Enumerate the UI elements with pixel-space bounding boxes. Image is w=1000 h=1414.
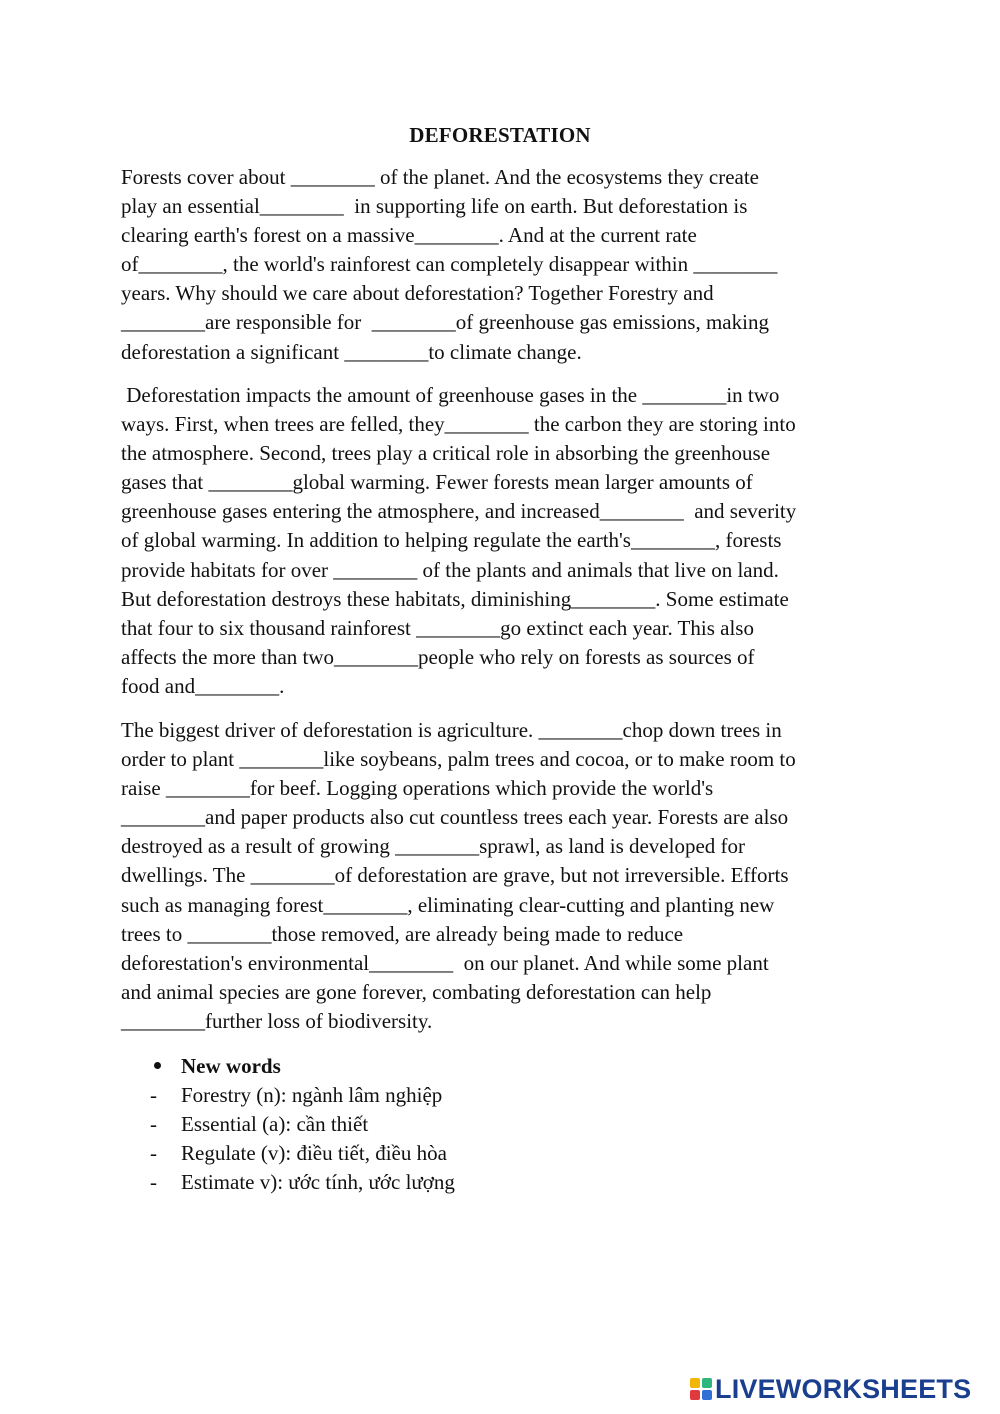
vocabulary-item-text: Essential (a): cần thiết: [181, 1112, 369, 1136]
paragraph-line: deforestation's environmental________ on our planet. And while some plant: [121, 950, 769, 975]
dash-marker: -: [150, 1112, 157, 1136]
paragraph-line: Forests cover about ________ of the planet. And the ecosystems they create: [121, 165, 759, 189]
paragraph-line: the atmosphere. Second, trees play a critical role in absorbing the greenhouse: [121, 441, 771, 466]
vocabulary-item-text: Estimate v): ước tính, ước lượng: [181, 1170, 455, 1194]
vocabulary-heading-row: [150, 1052, 455, 1081]
bullet-dot-icon: [154, 1062, 161, 1069]
dash-marker: -: [150, 1083, 157, 1107]
paragraph-line: greenhouse gases entering the atmosphere, and increased________ and severity: [121, 499, 797, 524]
paragraph-line: ________and paper products also cut countless trees each year. Forests are also: [121, 805, 789, 830]
vocabulary-list: [150, 1052, 455, 1197]
paragraph-line: clearing earth's forest on a massive________. And at the current rate: [121, 223, 697, 248]
paragraph-line: Deforestation impacts the amount of greenhouse gases in the ________in two: [121, 383, 780, 407]
dash-marker: -: [150, 1170, 157, 1194]
paragraph-line: ________further loss of biodiversity.: [121, 1008, 433, 1033]
paragraph-line: destroyed as a result of growing ________sprawl, as land is developed for: [121, 834, 746, 859]
paragraph-line: deforestation a significant ________to climate change.: [121, 339, 582, 364]
vocabulary-item: [150, 1139, 455, 1168]
paragraph-line: such as managing forest________, eliminating clear-cutting and planting new: [121, 892, 775, 917]
paragraph-line: food and________.: [121, 673, 285, 698]
logo-square-red: [690, 1390, 700, 1400]
paragraph-line: affects the more than two________people who rely on forests as sources of: [121, 644, 755, 669]
paragraph-line: The biggest driver of deforestation is agriculture. ________chop down trees in: [121, 718, 782, 742]
paragraph-1: [121, 163, 901, 367]
logo-square-blue: [702, 1390, 712, 1400]
liveworksheets-brand: [690, 1375, 971, 1403]
paragraph-line: of________, the world's rainforest can completely disappear within ________: [121, 252, 778, 277]
paragraph-3: [121, 716, 901, 1036]
paragraph-line: But deforestation destroys these habitats, diminishing________. Some estimate: [121, 586, 789, 611]
vocabulary-heading: New words: [181, 1054, 281, 1078]
page-title: DEFORESTATION: [409, 123, 591, 147]
paragraph-2: [121, 381, 901, 701]
logo-square-green: [702, 1378, 712, 1388]
paragraph-line: that four to six thousand rainforest ________go extinct each year. This also: [121, 615, 754, 640]
paragraph-line: provide habitats for over ________ of the plants and animals that live on land.: [121, 557, 779, 582]
bullet-marker: [150, 1052, 181, 1081]
vocabulary-item-text: Forestry (n): ngành lâm nghiệp: [181, 1083, 443, 1107]
paragraph-line: dwellings. The ________of deforestation are grave, but not irreversible. Efforts: [121, 863, 789, 888]
vocabulary-item: [150, 1110, 455, 1139]
brand-name: LIVEWORKSHEETS: [715, 1374, 972, 1404]
paragraph-line: order to plant ________like soybeans, palm trees and cocoa, or to make room to: [121, 747, 796, 772]
vocabulary-item: [150, 1168, 455, 1197]
logo-square-yellow: [690, 1378, 700, 1388]
paragraph-line: gases that ________global warming. Fewer forests mean larger amounts of: [121, 470, 753, 495]
liveworksheets-logo-icon: [690, 1378, 712, 1400]
paragraph-line: years. Why should we care about deforestation? Together Forestry and: [121, 281, 714, 306]
paragraph-line: raise ________for beef. Logging operations which provide the world's: [121, 776, 714, 801]
vocabulary-item-text: Regulate (v): điều tiết, điều hòa: [181, 1141, 447, 1165]
paragraph-line: of global warming. In addition to helping regulate the earth's________, forests: [121, 528, 782, 553]
vocabulary-item: [150, 1081, 455, 1110]
paragraph-line: play an essential________ in supporting life on earth. But deforestation is: [121, 194, 748, 219]
dash-marker: -: [150, 1141, 157, 1165]
paragraph-line: ways. First, when trees are felled, they________ the carbon they are storing into: [121, 412, 796, 437]
paragraph-line: and animal species are gone forever, combating deforestation can help: [121, 979, 712, 1004]
paragraph-line: ________are responsible for ________of greenhouse gas emissions, making: [121, 310, 769, 335]
paragraph-line: trees to ________those removed, are already being made to reduce: [121, 921, 684, 946]
